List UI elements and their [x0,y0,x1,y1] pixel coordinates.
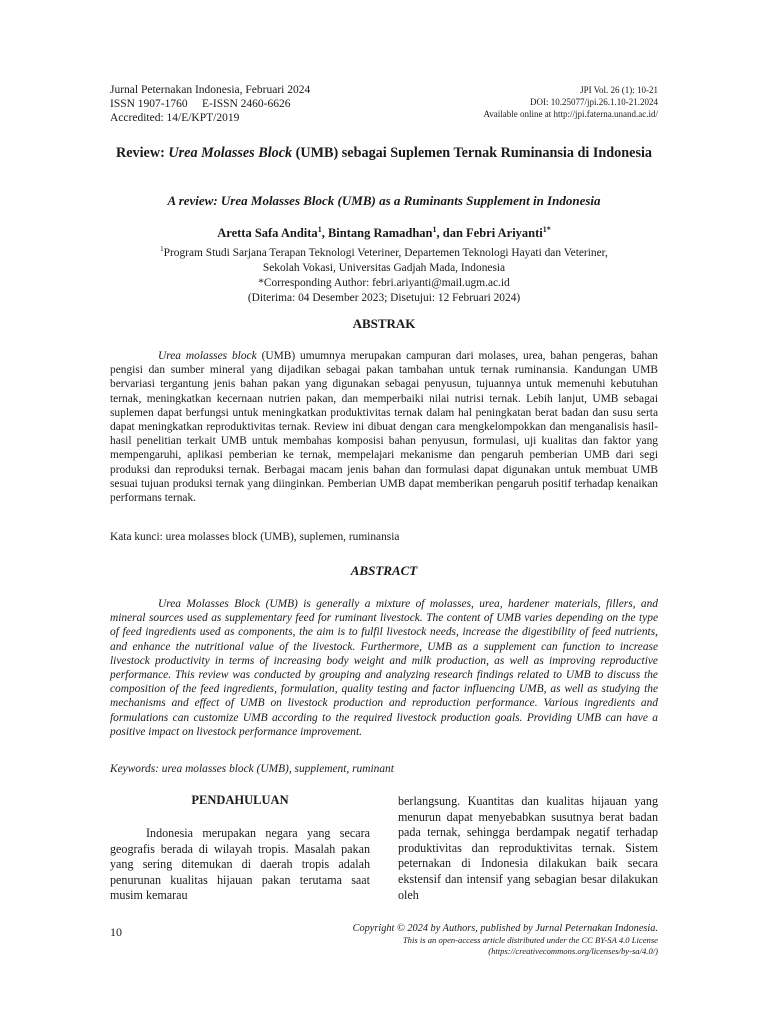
author-list [110,225,658,241]
copyright-block [353,922,658,957]
pendahuluan-heading: PENDAHULUAN [191,793,289,807]
title-suffix: (UMB) sebagai Suplemen Ternak Ruminansia di Indonesia [292,145,653,161]
author-1-affil: 1 [317,225,322,234]
keywords: Keywords: urea molasses block (UMB), supplement, ruminant [110,763,394,775]
author-separator: , dan [436,226,467,241]
affiliation-line-1 [110,242,658,261]
author-1: Aretta Safa Andita [217,226,318,241]
submission-dates: (Diterima: 04 Desember 2023; Disetujui: 12 Februari 2024) [247,291,521,304]
author-2: Bintang Ramadhan [327,226,433,241]
license-text: This is an open-access article distributed under the CC BY-SA 4.0 License [402,935,658,945]
journal-header [110,83,310,125]
abstract-heading: ABSTRACT [350,563,418,578]
copyright-text: Copyright © 2024 by Authors, published by Jurnal Peternakan Indonesia. [352,923,658,934]
abstrak-heading: ABSTRAK [352,316,416,331]
pendahuluan-left-column: Indonesia merupakan negara yang secara geografis berada di wilayah tropis. Masalah pakan yang sering ditemukan di daerah tropis adalah penurunan kualitas hijauan pakan terutama saat musim kemarau [110,826,370,903]
issn: ISSN 1907-1760 E-ISSN 2460-6626 [110,98,291,110]
affiliation-sup: 1 [160,245,164,253]
abstrak-lead: Urea molasses block [158,350,257,362]
abstrak-text: (UMB) umumnya merupakan campuran dari molases, urea, bahan pengeras, bahan pengisi dan sumber mineral yang dijadikan sebagai pakan tambahan untuk ternak ruminansia. Kandungan UMB bervariasi tergantung jenis bahan pakan yang digunakan sebagai penyusun, tujuannya untuk memenuhi kebutuhan ternak, meningkatkan kecernaan nutrien pakan, dan memperbaiki nilai nutrisi ternak. Lebih lanjut, UMB sebagai suplemen dapat berfungsi untuk meningkatkan produktivitas ternak dalam hal peningkatan berat badan dan susu serta dapat meningkatkan reproduktivitas ternak. Review ini dibuat dengan cara mengkelompokkan dan menganalisis hasil-hasil penelitian terkait UMB untuk membahas komposisi bahan penyusun, formulasi, uji kualitas dan faktor yang mempengaruhi, aplikasi pemberian ke ternak, mempelajari mekanisme dan pengaruh pemberian UMB dari segi produksi dan reproduksi ternak. Berbagai macam jenis bahan dan formulasi dapat digunakan untuk membuat UMB sesuai tujuan produksi ternak yang diinginkan. Pemberian UMB dapat memberikan pengaruh positif terhadap kenaikan performans ternak. [110,350,658,505]
author-3: Febri Ariyanti [466,226,543,241]
kata-kunci: Kata kunci: urea molasses block (UMB), suplemen, ruminansia [110,531,400,543]
author-2-affil: 1 [432,225,437,234]
online-link[interactable]: Available online at http://jpi.faterna.unand.ac.id/ [483,109,658,119]
title-prefix: Review: [115,145,169,161]
journal-name: Jurnal Peternakan Indonesia, Februari 2024 [110,84,311,96]
affiliation-block [110,242,658,306]
page-number: 10 [110,925,122,939]
abstract-body: Urea Molasses Block (UMB) is generally a mixture of molasses, urea, hardener materials, fillers, and mineral sources used as supplementary feed for ruminant livestock. The content of UMB varies depending on the type of feed ingredients used as components, the aim is to fulfil livestock needs, increase the digestibility of feed nutrients, and enhance the nutritional value of the livestock. Furthermore, UMB as a supplement can function to increase livestock productivity in terms of increasing body weight and milk production, as well as improving reproductive performance. This review was conducted by grouping and analyzing research findings related to UMB to discuss the composition of the feed ingredients, formulation, quality testing and factor influencing UMB, as well as studying the mechanisms and effect of UMB on livestock production and reproduction performance. Various ingredients and formulations can customize UMB according to the required livestock production goals. Providing UMB can have a positive impact on livestock performance improvement. [110,598,658,738]
abstrak-body [110,349,658,505]
paper-title-indonesian [110,144,658,162]
author-3-affil: 1* [542,225,551,234]
license-link[interactable]: (https://creativecommons.org/licenses/by-sa/4.0/) [488,946,658,956]
pendahuluan-right-column: berlangsung. Kuantitas dan kualitas hijauan yang menurun dapat menyebabkan susutnya berat badan pada ternak, sehingga berdampak negatif terhadap produktivitas dan reproduktivitas ternak. Sistem peternakan di Indonesia dilakukan baik secara ekstensif dan intensif yang sebagian besar dilakukan oleh [398,794,658,902]
paper-title-english: A review: Urea Molasses Block (UMB) as a Ruminants Supplement in Indonesia [167,193,601,208]
volume-info: JPI Vol. 26 (1): 10-21 [580,85,658,95]
author-separator: , [321,226,328,241]
title-italic: Urea Molasses Block [168,145,293,161]
journal-meta [483,84,658,120]
affiliation-line-2: Sekolah Vokasi, Universitas Gadjah Mada, Indonesia [262,261,506,274]
accreditation: Accredited: 14/E/KPT/2019 [110,112,240,124]
affiliation-text-1: Program Studi Sarjana Terapan Teknologi Veteriner, Departemen Teknologi Hayati dan Veteriner, [163,246,608,259]
doi: DOI: 10.25077/jpi.26.1.10-21.2024 [530,97,658,107]
corresponding-author: *Corresponding Author: febri.ariyanti@mail.ugm.ac.id [258,276,510,289]
